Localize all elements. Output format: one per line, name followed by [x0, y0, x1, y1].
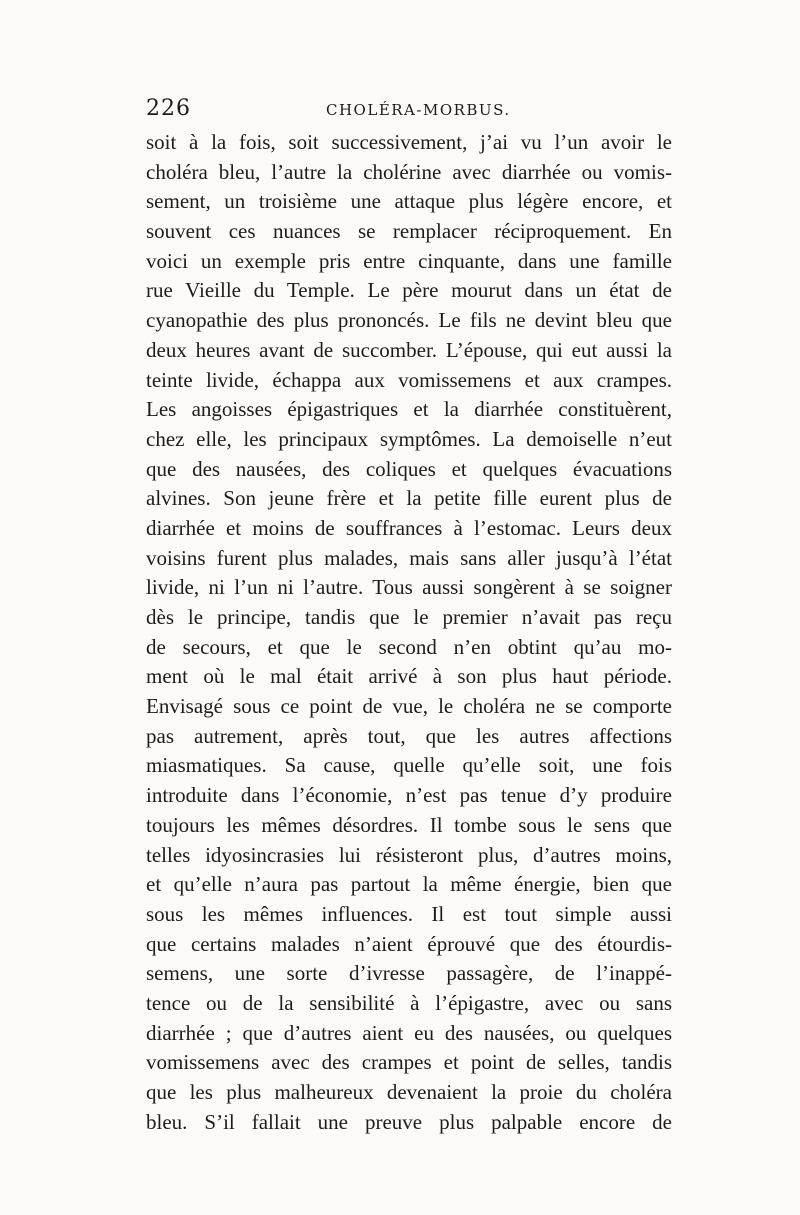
- text-line: que certains malades n’aient éprouvé que des étourdis-: [146, 931, 672, 956]
- text-line: introduite dans l’économie, n’est pas tenue d’y produire: [146, 783, 672, 808]
- text-line: que des nausées, des coliques et quelques évacuations: [146, 456, 672, 481]
- text-line: ment où le mal était arrivé à son plus haut période.: [146, 664, 672, 689]
- body-text: [146, 128, 672, 1137]
- text-line: voici un exemple pris entre cinquante, dans une famille: [146, 248, 672, 273]
- text-line: alvines. Son jeune frère et la petite fille eurent plus de: [146, 486, 672, 511]
- text-line: voisins furent plus malades, mais sans aller jusqu’à l’état: [146, 545, 672, 570]
- text-line: dès le principe, tandis que le premier n’avait pas reçu: [146, 605, 672, 629]
- text-line: telles idyosincrasies lui résisteront plus, d’autres moins,: [146, 842, 672, 867]
- text-line: choléra bleu, l’autre la cholérine avec diarrhée ou vomis-: [146, 159, 672, 184]
- text-line: chez elle, les principaux symptômes. La demoiselle n’eut: [146, 426, 672, 451]
- page-number: 226: [146, 96, 191, 121]
- text-line: diarrhée ; que d’autres aient eu des nausées, ou quelques: [146, 1020, 672, 1045]
- text-line: tence ou de la sensibilité à l’épigastre, avec ou sans: [146, 990, 672, 1015]
- text-line: souvent ces nuances se remplacer réciproquement. En: [146, 219, 672, 244]
- text-line: que les plus malheureux devenaient la proie du choléra: [146, 1080, 672, 1104]
- text-line: toujours les mêmes désordres. Il tombe sous le sens que: [146, 812, 672, 837]
- text-line: rue Vieille du Temple. Le père mourut dans un état de: [146, 278, 672, 303]
- text-line: Les angoisses épigastriques et la diarrhée constituèrent,: [146, 397, 672, 422]
- text-line: bleu. S’il fallait une preuve plus palpable encore de: [146, 1109, 672, 1134]
- text-line: miasmatiques. Sa cause, quelle qu’elle soit, une fois: [146, 753, 672, 778]
- text-line: de secours, et que le second n’en obtint qu’au mo-: [146, 634, 672, 659]
- text-line: sous les mêmes influences. Il est tout simple aussi: [146, 901, 672, 926]
- text-line: semens, une sorte d’ivresse passagère, de l’inappé-: [146, 961, 672, 986]
- running-title: CHOLÉRA-MORBUS.: [326, 101, 511, 119]
- text-line: et qu’elle n’aura pas partout la même énergie, bien que: [146, 872, 672, 897]
- text-line: diarrhée et moins de souffrances à l’estomac. Leurs deux: [146, 515, 672, 540]
- text-line: soit à la fois, soit successivement, j’ai vu l’un avoir le: [146, 130, 672, 154]
- text-line: deux heures avant de succomber. L’épouse, qui eut aussi la: [146, 337, 672, 362]
- text-line: sement, un troisième une attaque plus légère encore, et: [146, 189, 672, 214]
- text-line: Envisagé sous ce point de vue, le choléra ne se comporte: [146, 694, 672, 719]
- text-line: pas autrement, après tout, que les autres affections: [146, 723, 672, 748]
- text-line: livide, ni l’un ni l’autre. Tous aussi songèrent à se soigner: [146, 575, 672, 600]
- text-line: vomissemens avec des crampes et point de selles, tandis: [146, 1050, 672, 1075]
- text-line: teinte livide, échappa aux vomissemens et aux crampes.: [146, 367, 672, 392]
- page-header: [146, 96, 672, 126]
- text-line: cyanopathie des plus prononcés. Le fils ne devint bleu que: [146, 308, 672, 333]
